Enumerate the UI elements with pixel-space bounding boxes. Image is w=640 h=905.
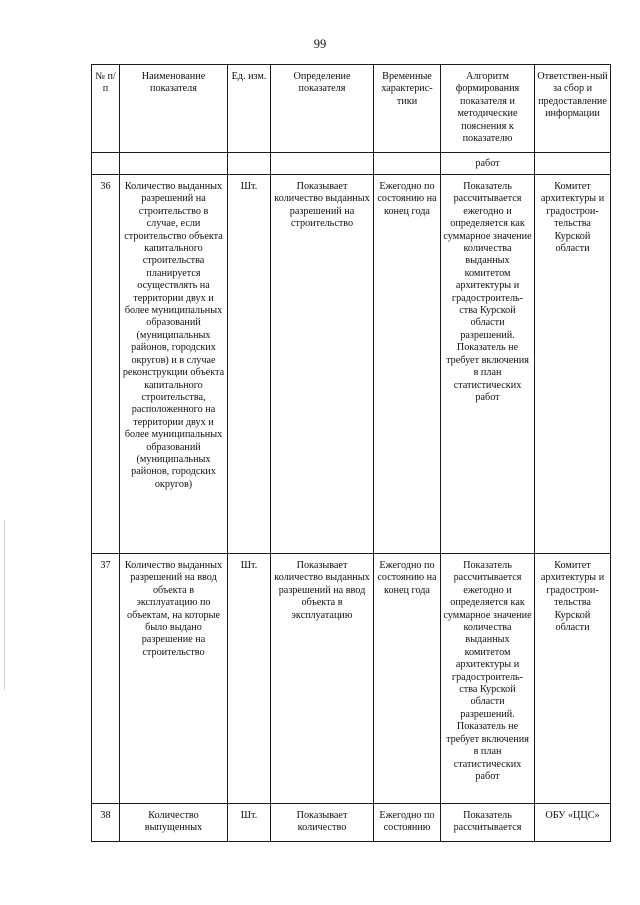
table-row (92, 804, 611, 842)
header-time: Временные характерис-тики (374, 65, 441, 153)
table-cell (120, 153, 228, 175)
table-cell (374, 153, 441, 175)
row-number: 38 (92, 804, 120, 842)
indicators-table (91, 64, 611, 842)
row-number: 37 (92, 554, 120, 804)
indicator-name: Количество выпущенных (120, 804, 228, 842)
table-row (92, 175, 611, 554)
unit: Шт. (228, 804, 271, 842)
table-cell (535, 153, 611, 175)
definition: Показывает количество (271, 804, 374, 842)
table-cell (271, 153, 374, 175)
header-unit: Ед. изм. (228, 65, 271, 153)
algorithm: Показатель рассчитывается ежегодно и определяется как суммарное значение количества выданных комитетом архитектуры и градостроитель-ства Курской области разрешений. Показатель не требует включения в план статистических работ (441, 175, 535, 554)
unit: Шт. (228, 554, 271, 804)
table-row (92, 554, 611, 804)
table-cell (92, 153, 120, 175)
responsible: Комитет архитектуры и градострои-тельства Курской области (535, 175, 611, 554)
definition: Показывает количество выданных разрешений на ввод объекта в эксплуатацию (271, 554, 374, 804)
algorithm: Показатель рассчитывается ежегодно и определяется как суммарное значение количества выданных комитетом архитектуры и градостроитель-ства Курской области разрешений. Показатель не требует включения в план статистических работ (441, 554, 535, 804)
time-characteristics: Ежегодно по состоянию (374, 804, 441, 842)
time-characteristics: Ежегодно по состоянию на конец года (374, 554, 441, 804)
continuation-row (92, 153, 611, 175)
header-responsible: Ответствен-ный за сбор и предоставление информации (535, 65, 611, 153)
header-definition: Определение показателя (271, 65, 374, 153)
algorithm: Показатель рассчитывается (441, 804, 535, 842)
definition: Показывает количество выданных разрешений на строительство (271, 175, 374, 554)
row-number: 36 (92, 175, 120, 554)
indicator-name: Количество выданных разрешений на ввод объекта в эксплуатацию по объектам, на которые было выдано разрешение на строительство (120, 554, 228, 804)
header-number: № п/п (92, 65, 120, 153)
indicator-name: Количество выданных разрешений на строительство в случае, если строительство объекта капитального строительства планируется осуществлять на территории двух и более муниципальных образований (муниципальных районов, городских округов) и в случае реконструкции объекта капитального строительства, расположенного на территории двух и более муниципальных образований (муниципальных районов, городских округов) (120, 175, 228, 554)
responsible: ОБУ «ЦЦС» (535, 804, 611, 842)
time-characteristics: Ежегодно по состоянию на конец года (374, 175, 441, 554)
table-header-row (92, 65, 611, 153)
responsible: Комитет архитектуры и градострои-тельства Курской области (535, 554, 611, 804)
header-name: Наименование показателя (120, 65, 228, 153)
table-cell: работ (441, 153, 535, 175)
unit: Шт. (228, 175, 271, 554)
page-number: 99 (313, 37, 327, 51)
table-cell (228, 153, 271, 175)
header-algorithm: Алгоритм формирования показателя и методические пояснения к показателю (441, 65, 535, 153)
scan-edge-mark (4, 520, 5, 690)
